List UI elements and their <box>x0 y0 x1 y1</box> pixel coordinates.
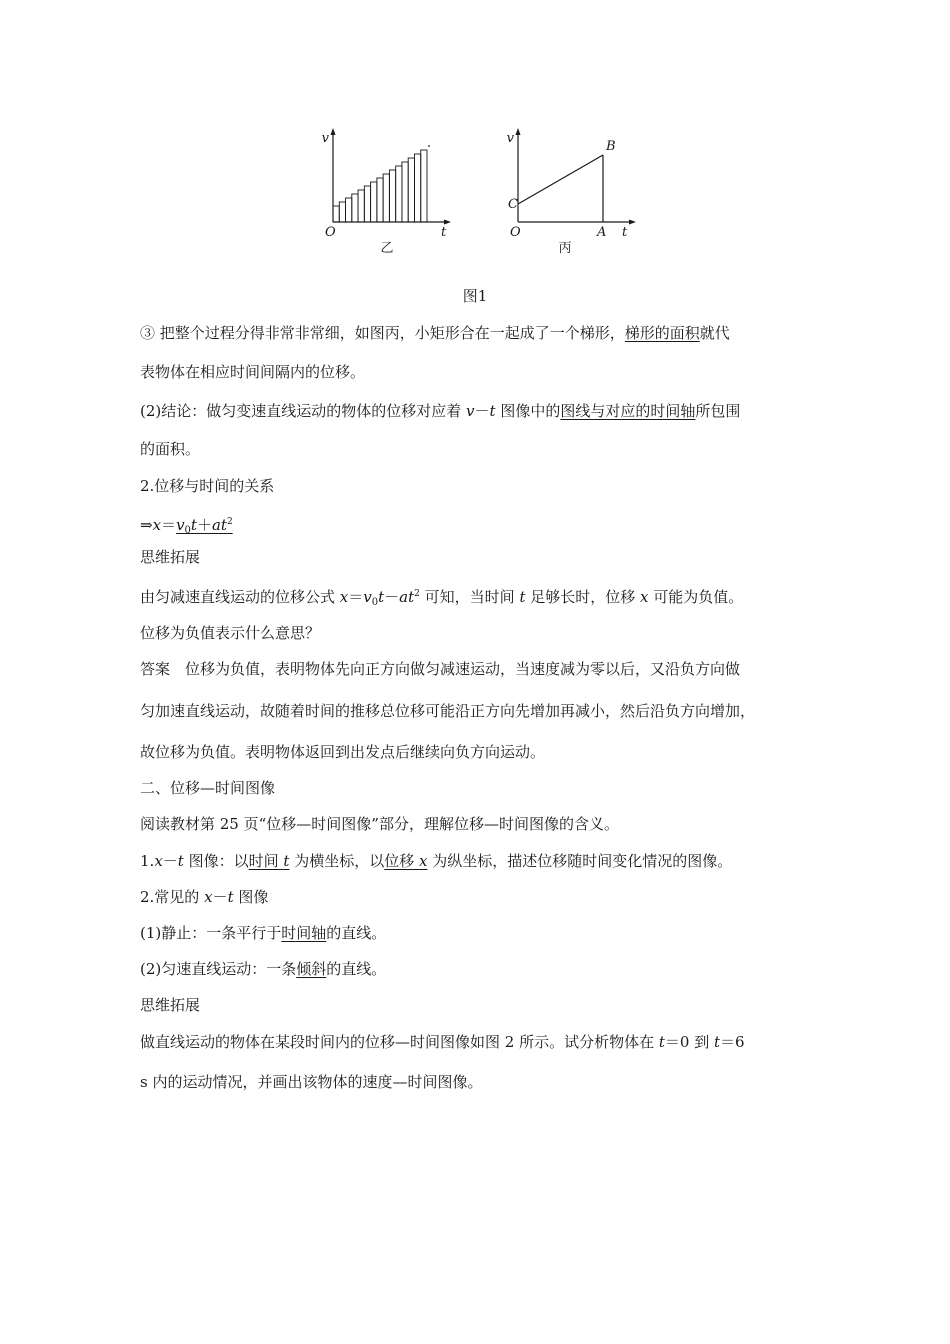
text: － <box>384 588 400 606</box>
strip-rect <box>402 162 408 222</box>
var-t: t <box>190 516 197 534</box>
paragraph-line-4: 的面积。 <box>140 440 201 458</box>
underlined-term <box>384 852 427 870</box>
text: (1)静止：一条平行于 <box>140 924 282 942</box>
origin-label: O <box>325 225 336 240</box>
text: 的直线。 <box>326 960 387 978</box>
var-t: t <box>283 852 290 870</box>
text: 可能为负值。 <box>648 588 744 606</box>
y-axis-label: v <box>321 131 329 146</box>
thinking-extension-heading-2: 思维拓展 <box>140 996 201 1014</box>
uniform-motion-line <box>140 958 830 980</box>
strip-rect <box>408 158 414 222</box>
section-heading-2: 2.位移与时间的关系 <box>140 477 275 495</box>
text: 图像 <box>233 888 269 906</box>
var-x: x <box>339 588 349 606</box>
strip-rect <box>421 150 427 222</box>
text: － <box>474 402 490 420</box>
var-t: t <box>489 402 496 420</box>
text: － <box>162 852 178 870</box>
text: 足够长时，位移 <box>525 588 641 606</box>
point-a-label: A <box>597 225 607 240</box>
underlined-term <box>249 852 290 870</box>
var-x: x <box>204 888 213 906</box>
underlined-term: 梯形的面积 <box>624 324 700 342</box>
text: 为纵坐标，描述位移随时间变化情况的图像。 <box>427 852 733 870</box>
strip-rect <box>358 190 364 222</box>
underlined-term: 倾斜 <box>296 960 327 978</box>
var-at: at <box>211 516 227 534</box>
answer-line-1: 答案 位移为负值，表明物体先向正方向做匀减速运动，当速度减为零以后，又沿负方向做 <box>140 660 741 678</box>
strip-rect <box>364 186 370 222</box>
origin-label: O <box>510 225 521 240</box>
text: 图像：以 <box>183 852 249 870</box>
common-graphs-heading <box>140 886 830 908</box>
reading-instruction: 阅读教材第 25 页“位移—时间图像”部分，理解位移—时间图像的含义。 <box>140 815 619 833</box>
text: ＝ <box>161 516 177 534</box>
x-axis-arrow <box>629 220 636 225</box>
y-axis-arrow <box>516 128 521 135</box>
figure-1 <box>0 120 950 270</box>
subscript: 0 <box>184 525 191 536</box>
text: ＋ <box>196 516 212 534</box>
text: 可知，当时间 <box>419 588 520 606</box>
implies-symbol: ⇒ <box>140 516 153 534</box>
underlined-formula <box>176 516 233 534</box>
paragraph-line-8 <box>140 583 830 614</box>
y-axis-label: v <box>506 131 514 146</box>
paragraph-line-1 <box>140 322 830 344</box>
chart-caption: 乙 <box>380 241 394 256</box>
formula-line <box>140 511 830 542</box>
exercise-line-2: s 内的运动情况，并画出该物体的速度—时间图像。 <box>140 1073 483 1091</box>
exercise-line-1 <box>140 1031 830 1053</box>
text: 由匀减速直线运动的位移公式 <box>140 588 340 606</box>
superscript: 2 <box>414 589 420 599</box>
strip-rect <box>346 198 352 222</box>
text: (2)匀速直线运动：一条 <box>140 960 297 978</box>
y-axis-arrow <box>331 128 336 135</box>
text: 就代 <box>699 324 730 342</box>
text: ＝ <box>348 588 364 606</box>
text: － <box>212 888 228 906</box>
text: 所包围 <box>695 402 741 420</box>
text: 1. <box>140 852 155 870</box>
text: 图像中的 <box>495 402 561 420</box>
figure-caption: 图1 <box>462 287 488 305</box>
chart-bing-svg <box>500 120 650 260</box>
point-c-label: C <box>508 197 518 212</box>
var-x: x <box>640 588 649 606</box>
strip-rect <box>339 202 345 222</box>
strip-rect <box>383 174 389 222</box>
paragraph-line-2: 表物体在相应时间间隔内的位移。 <box>140 363 366 381</box>
answer-line-3: 故位移为负值。表明物体返回到出发点后继续向负方向运动。 <box>140 743 546 761</box>
continuation-dot <box>428 145 430 147</box>
chart-bing <box>500 120 650 260</box>
var-at: at <box>399 588 415 606</box>
var-t: t <box>519 588 526 606</box>
var-x: x <box>418 852 428 870</box>
var-x: x <box>152 516 162 534</box>
text: 为横坐标，以 <box>289 852 385 870</box>
question-line: 位移为负值表示什么意思？ <box>140 624 321 642</box>
underlined-term: 图线与对应的时间轴 <box>560 402 696 420</box>
var-v: v <box>176 516 185 534</box>
superscript: 2 <box>226 517 233 527</box>
strip-rect <box>414 154 420 222</box>
rest-line <box>140 922 830 944</box>
var-t: t <box>713 1033 721 1051</box>
chart-yi-svg <box>315 120 465 260</box>
strip-rect <box>389 170 395 222</box>
text: ③ 把整个过程分得非常非常细，如图丙，小矩形合在一起成了一个梯形， <box>140 324 625 342</box>
strip-rect <box>371 182 377 222</box>
x-axis-label: t <box>622 225 628 240</box>
point-b-label: B <box>606 139 616 154</box>
text: ＝0 到 <box>664 1033 714 1051</box>
chart-yi <box>315 120 465 260</box>
definition-line <box>140 850 830 872</box>
strip-rect <box>352 194 358 222</box>
section-heading-two: 二、位移—时间图像 <box>140 779 276 797</box>
x-axis-label: t <box>441 225 447 240</box>
var-t: t <box>378 588 385 606</box>
paragraph-line-3 <box>140 400 830 422</box>
line-cb <box>518 155 603 204</box>
text: 的直线。 <box>326 924 387 942</box>
strip-rect <box>396 166 402 222</box>
text: 做直线运动的物体在某段时间内的位移—时间图像如图 2 所示。试分析物体在 <box>140 1033 659 1051</box>
strip-rect <box>333 206 339 222</box>
text: (2)结论：做匀变速直线运动的物体的位移对应着 <box>140 402 467 420</box>
strip-rect <box>377 178 383 222</box>
text: 位移 <box>384 852 419 870</box>
var-v: v <box>363 588 372 606</box>
text: ＝6 <box>720 1033 745 1051</box>
var-t: t <box>227 888 234 906</box>
var-t: t <box>177 852 184 870</box>
answer-line-2: 匀加速直线运动，故随着时间的推移总位移可能沿正方向先增加再减小，然后沿负方向增加， <box>140 702 756 720</box>
var-t: t <box>658 1033 665 1051</box>
chart-caption: 丙 <box>558 241 572 256</box>
x-axis-arrow <box>444 220 451 225</box>
rectangle-strips <box>333 145 430 222</box>
thinking-extension-heading: 思维拓展 <box>140 548 201 566</box>
text: 时间 <box>248 852 284 870</box>
var-x: x <box>154 852 163 870</box>
subscript: 0 <box>371 597 379 608</box>
var-v: v <box>466 402 475 420</box>
underlined-term: 时间轴 <box>281 924 327 942</box>
text: 2.常见的 <box>140 888 205 906</box>
